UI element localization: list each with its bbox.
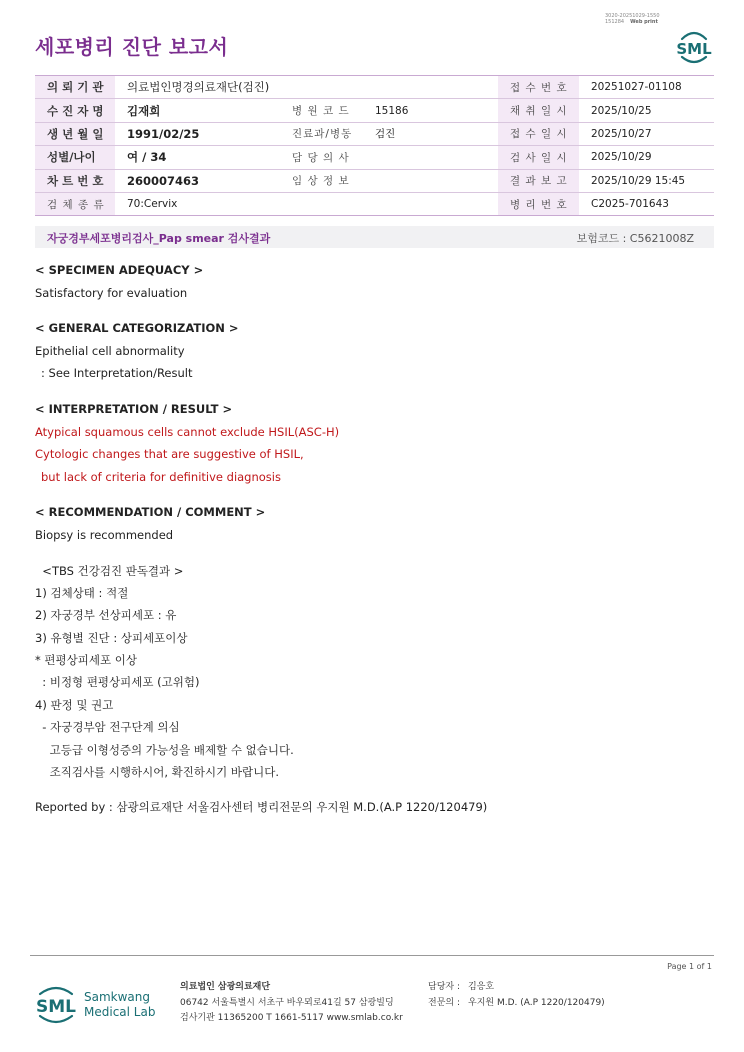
specimen-adequacy-text: Satisfactory for evaluation xyxy=(35,285,188,300)
value-empty xyxy=(363,192,498,215)
label-result-report: 결 과 보 고 xyxy=(498,169,579,192)
label-clinical-info: 임 상 정 보 xyxy=(280,169,363,192)
recommendation-heading: < RECOMMENDATION / COMMENT > xyxy=(35,505,266,520)
tbs-line: 1) 검체상태 : 적절 xyxy=(35,585,129,600)
general-categorization-heading: < GENERAL CATEGORIZATION > xyxy=(35,321,239,336)
test-name-bar xyxy=(35,226,714,248)
label-birth-date: 생 년 월 일 xyxy=(35,122,115,145)
value-result-report: 2025/10/29 15:45 xyxy=(579,169,714,192)
sml-logo-icon xyxy=(674,27,714,65)
label-test-date: 검 사 일 시 xyxy=(498,146,579,169)
tbs-line: - 자궁경부암 전구단계 의심 xyxy=(35,720,180,735)
reported-by: Reported by : 삼광의료재단 서울검사센터 병리전문의 우지원 M.D.(A.P 1220/120479) xyxy=(35,800,488,815)
tbs-line: <TBS 건강검진 판독결과 > xyxy=(35,563,184,578)
footer-org-name: 의료법인 삼광의료재단 xyxy=(180,982,271,992)
tbs-line: 2) 자궁경부 선상피세포 : 유 xyxy=(35,608,177,623)
tbs-line: 3) 유형별 진단 : 상피세포이상 xyxy=(35,630,188,645)
label-collection-date: 채 취 일 시 xyxy=(498,99,579,122)
value-collection-date: 2025/10/25 xyxy=(579,99,714,122)
print-code: 151284 xyxy=(605,19,625,25)
footer-org-info xyxy=(180,980,403,1027)
label-empty xyxy=(280,192,363,215)
report-title: 세포병리 진단 보고서 xyxy=(35,35,229,59)
value-department: 검진 xyxy=(363,122,498,145)
general-categorization-note: : See Interpretation/Result xyxy=(41,366,193,381)
info-row xyxy=(35,146,714,169)
print-id: 3020-20251029-1550 xyxy=(605,13,660,19)
footer-specialist-label: 전문의 : xyxy=(428,997,460,1008)
value-hospital-code: 15186 xyxy=(363,99,498,122)
footer-specialist-name: 우지원 M.D. (A.P 1220/120479) xyxy=(468,997,605,1008)
value-receipt-number: 20251027-01108 xyxy=(579,76,714,99)
footer-staff-info xyxy=(428,980,605,1011)
info-row xyxy=(35,122,714,145)
value-specimen-type: 70:Cervix xyxy=(115,192,280,215)
insurance-code: 보험코드 : C5621008Z xyxy=(576,232,694,245)
samkwang-logo-icon xyxy=(36,980,161,1028)
info-row xyxy=(35,76,714,99)
value-pathology-number: C2025-701643 xyxy=(579,192,714,215)
label-department: 진료과/병동 xyxy=(280,122,363,145)
print-metadata xyxy=(605,13,660,25)
footer-manager-name: 김응호 xyxy=(468,982,495,992)
patient-info-table xyxy=(35,75,714,216)
info-row xyxy=(35,99,714,122)
label-pathology-number: 병 리 번 호 xyxy=(498,192,579,215)
value-chart-number: 260007463 xyxy=(115,169,280,192)
footer-address: 06742 서울특별시 서초구 바우뫼로41길 57 삼광빌딩 xyxy=(180,997,394,1008)
recommendation-text: Biopsy is recommended xyxy=(35,527,174,542)
footer-manager-label: 담당자 : xyxy=(428,982,460,992)
interpretation-line: Cytologic changes that are suggestive of HSIL, xyxy=(35,447,304,462)
value-sex-age: 여 / 34 xyxy=(115,146,280,169)
interpretation-line: but lack of criteria for definitive diagnosis xyxy=(41,469,281,484)
label-patient-name: 수 진 자 명 xyxy=(35,99,115,122)
report-body xyxy=(35,259,715,819)
value-test-date: 2025/10/29 xyxy=(579,146,714,169)
value-requesting-org: 의료법인명경의료재단(검진) xyxy=(115,76,280,99)
tbs-line: 조직검사를 시행하시어, 확진하시기 바랍니다. xyxy=(35,765,279,780)
info-row xyxy=(35,192,714,215)
label-specimen-type: 검 체 종 류 xyxy=(35,192,115,215)
tbs-line: 고등급 이형성증의 가능성을 배제할 수 없습니다. xyxy=(35,742,294,757)
footer-logo-line2: Medical Lab xyxy=(84,1005,156,1019)
label-sex-age: 성별/나이 xyxy=(35,146,115,169)
value-empty xyxy=(363,76,498,99)
label-hospital-code: 병 원 코 드 xyxy=(280,99,363,122)
web-print-label: Web print xyxy=(630,19,658,25)
test-name: 자궁경부세포병리검사_Pap smear 검사결과 xyxy=(47,232,271,245)
footer-logo-line1: Samkwang xyxy=(84,990,150,1004)
interpretation-line: Atypical squamous cells cannot exclude HSIL(ASC-H) xyxy=(35,424,340,439)
general-categorization-text: Epithelial cell abnormality xyxy=(35,343,185,358)
label-receipt-number: 접 수 번 호 xyxy=(498,76,579,99)
label-receipt-date: 접 수 일 시 xyxy=(498,122,579,145)
value-clinical-info xyxy=(363,169,498,192)
label-physician: 담 당 의 사 xyxy=(280,146,363,169)
value-physician xyxy=(363,146,498,169)
page-number: Page 1 of 1 xyxy=(667,962,712,971)
label-chart-number: 차 트 번 호 xyxy=(35,169,115,192)
label-empty xyxy=(280,76,363,99)
footer-contact: 검사기관 11365200 T 1661-5117 www.smlab.co.kr xyxy=(180,1013,403,1023)
label-requesting-org: 의 뢰 기 관 xyxy=(35,76,115,99)
value-receipt-date: 2025/10/27 xyxy=(579,122,714,145)
tbs-line: 4) 판정 및 권고 xyxy=(35,697,114,712)
info-row xyxy=(35,169,714,192)
interpretation-heading: < INTERPRETATION / RESULT > xyxy=(35,401,233,416)
sml-logo-text: SML xyxy=(676,40,712,58)
tbs-line: * 편평상피세포 이상 xyxy=(35,653,137,668)
value-patient-name: 김재희 xyxy=(115,99,280,122)
value-birth-date: 1991/02/25 xyxy=(115,122,280,145)
footer-divider xyxy=(30,955,714,956)
footer-logo-abbr: SML xyxy=(36,997,76,1017)
specimen-adequacy-heading: < SPECIMEN ADEQUACY > xyxy=(35,263,204,277)
tbs-line: : 비정형 편평상피세포 (고위험) xyxy=(35,675,200,690)
